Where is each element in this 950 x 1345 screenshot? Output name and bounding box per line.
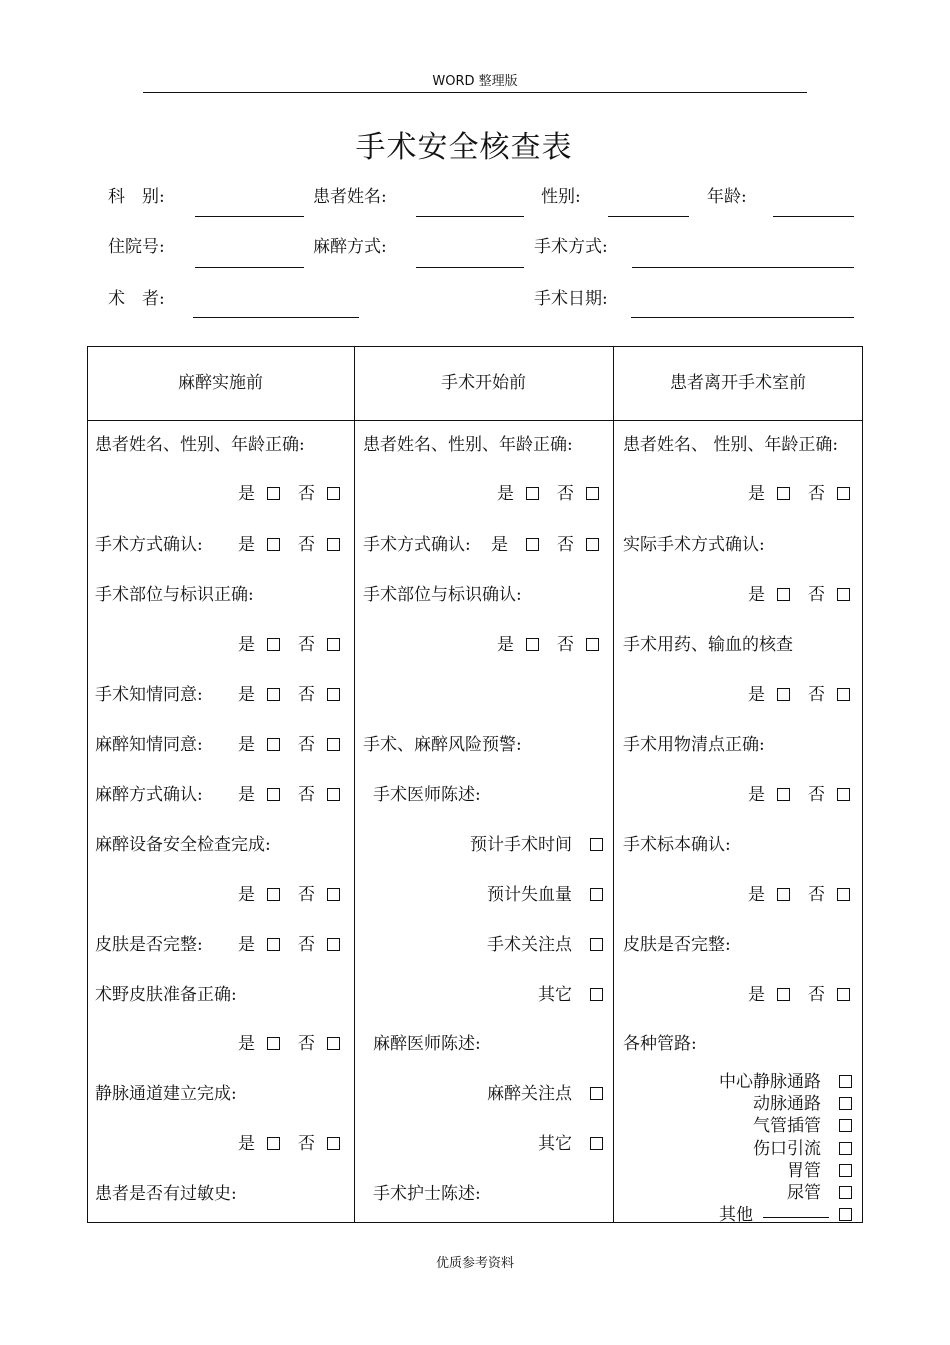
tube-checkbox[interactable] (839, 1119, 852, 1132)
no-checkbox[interactable] (837, 788, 850, 801)
c1-skin-intact-label: 皮肤是否完整: (95, 935, 203, 955)
no-label: 否 (298, 484, 315, 504)
dept-field[interactable] (195, 216, 304, 217)
no-label: 否 (808, 685, 825, 705)
c3-items-count-label: 手术用物清点正确: (623, 735, 765, 755)
page-header: WORD 整理版 (432, 74, 518, 89)
tube-item-gastric (787, 1161, 852, 1181)
no-label: 否 (808, 885, 825, 905)
c2-anesthetist-statement-label: 麻醉医师陈述: (373, 1034, 481, 1054)
c3-patient-check-yn (748, 484, 850, 504)
yes-checkbox[interactable] (267, 888, 280, 901)
est-time-label: 预计手术时间 (470, 835, 572, 855)
yes-checkbox[interactable] (267, 1037, 280, 1050)
column-header-before-leaving: 患者离开手术室前 (670, 373, 806, 393)
c1-anesthesia-method-label: 麻醉方式确认: (95, 785, 203, 805)
no-label: 否 (298, 535, 315, 555)
age-label: 年龄: (707, 187, 747, 207)
yes-label: 是 (748, 585, 765, 605)
c1-surgery-method-yn (238, 535, 340, 555)
c2-anesthesia-focus-item (487, 1084, 603, 1104)
no-checkbox[interactable] (586, 487, 599, 500)
column-header-before-anesthesia: 麻醉实施前 (178, 373, 263, 393)
yes-label: 是 (491, 535, 508, 555)
no-checkbox[interactable] (327, 888, 340, 901)
tube-item-central-venous (719, 1072, 852, 1092)
tube-label: 伤口引流 (753, 1139, 821, 1159)
no-label: 否 (298, 935, 315, 955)
yes-label: 是 (748, 785, 765, 805)
c3-skin-intact-yn (748, 985, 850, 1005)
yes-label: 是 (497, 635, 514, 655)
yes-checkbox[interactable] (777, 888, 790, 901)
c1-site-mark-yn (238, 635, 340, 655)
surgeon-field[interactable] (193, 317, 359, 318)
sex-field[interactable] (608, 216, 689, 217)
no-label: 否 (298, 785, 315, 805)
patient-name-label: 患者姓名: (313, 187, 387, 207)
tube-label: 气管插管 (753, 1116, 821, 1136)
c2-est-blood-loss-item (487, 885, 603, 905)
c1-anesthesia-consent-label: 麻醉知情同意: (95, 735, 203, 755)
anesthesia-method-field[interactable] (416, 267, 524, 268)
yes-label: 是 (238, 1034, 255, 1054)
c1-anesthesia-consent-yn (238, 735, 340, 755)
tube-label: 尿管 (787, 1183, 821, 1203)
c3-skin-intact-label: 皮肤是否完整: (623, 935, 731, 955)
c3-patient-check-label: 患者姓名、 性别、年龄正确: (623, 435, 839, 455)
no-label: 否 (298, 885, 315, 905)
c1-equipment-check-label: 麻醉设备安全检查完成: (95, 835, 271, 855)
anesthesia-method-label: 麻醉方式: (313, 237, 387, 257)
c1-patient-check-label: 患者姓名、性别、年龄正确: (95, 435, 305, 455)
no-label: 否 (298, 1034, 315, 1054)
header-divider (87, 420, 863, 421)
tube-label: 动脉通路 (753, 1094, 821, 1114)
other1-checkbox[interactable] (590, 988, 603, 1001)
no-checkbox[interactable] (327, 1137, 340, 1150)
c2-surgery-focus-item (487, 935, 603, 955)
no-label: 否 (808, 585, 825, 605)
dept-label: 科 别: (108, 187, 165, 207)
c1-patient-check-yn (238, 484, 340, 504)
inpatient-no-label: 住院号: (108, 237, 165, 257)
column-header-before-surgery: 手术开始前 (441, 373, 526, 393)
c3-specimen-yn (748, 885, 850, 905)
c2-nurse-statement-label: 手术护士陈述: (373, 1184, 481, 1204)
age-field[interactable] (773, 216, 854, 217)
c3-tubes-label: 各种管路: (623, 1034, 697, 1054)
header-rule (143, 92, 807, 93)
c3-items-count-yn (748, 785, 850, 805)
no-checkbox[interactable] (586, 538, 599, 551)
yes-checkbox[interactable] (526, 487, 539, 500)
yes-label: 是 (748, 885, 765, 905)
c3-actual-method-label: 实际手术方式确认: (623, 535, 765, 555)
no-checkbox[interactable] (837, 988, 850, 1001)
yes-checkbox[interactable] (267, 1137, 280, 1150)
yes-label: 是 (497, 484, 514, 504)
no-label: 否 (557, 484, 574, 504)
surgery-method-label: 手术方式: (534, 237, 608, 257)
yes-label: 是 (238, 685, 255, 705)
est-blood-loss-checkbox[interactable] (590, 888, 603, 901)
yes-label: 是 (748, 685, 765, 705)
yes-label: 是 (238, 1134, 255, 1154)
yes-label: 是 (238, 935, 255, 955)
tube-checkbox[interactable] (839, 1164, 852, 1177)
c1-anesthesia-method-yn (238, 785, 340, 805)
no-checkbox[interactable] (327, 688, 340, 701)
c1-equipment-check-yn (238, 885, 340, 905)
yes-checkbox[interactable] (777, 788, 790, 801)
tube-checkbox[interactable] (839, 1142, 852, 1155)
c3-actual-method-yn (748, 585, 850, 605)
yes-label: 是 (238, 785, 255, 805)
no-checkbox[interactable] (837, 688, 850, 701)
yes-checkbox[interactable] (777, 988, 790, 1001)
other1-label: 其它 (538, 985, 572, 1005)
tube-other-checkbox[interactable] (839, 1208, 852, 1221)
surgery-focus-checkbox[interactable] (590, 938, 603, 951)
c2-other1-item (538, 985, 603, 1005)
tube-label: 胃管 (787, 1161, 821, 1181)
yes-checkbox[interactable] (777, 688, 790, 701)
no-checkbox[interactable] (327, 788, 340, 801)
c2-surgeon-statement-label: 手术医师陈述: (373, 785, 481, 805)
c1-skin-prep-yn (238, 1034, 340, 1054)
tube-item-urinary (787, 1183, 852, 1203)
surgery-date-label: 手术日期: (534, 289, 608, 309)
tube-checkbox[interactable] (839, 1186, 852, 1199)
no-checkbox[interactable] (327, 1037, 340, 1050)
c1-iv-access-label: 静脉通道建立完成: (95, 1084, 237, 1104)
no-label: 否 (298, 685, 315, 705)
est-blood-loss-label: 预计失血量 (487, 885, 572, 905)
surgery-focus-label: 手术关注点 (487, 935, 572, 955)
no-checkbox[interactable] (586, 638, 599, 651)
no-checkbox[interactable] (327, 538, 340, 551)
c2-est-time-item (470, 835, 603, 855)
yes-checkbox[interactable] (267, 638, 280, 651)
c1-skin-intact-yn (238, 935, 340, 955)
c2-surgery-method-yn (491, 535, 599, 555)
no-checkbox[interactable] (837, 888, 850, 901)
no-label: 否 (298, 1134, 315, 1154)
c1-iv-access-yn (238, 1134, 340, 1154)
yes-label: 是 (748, 985, 765, 1005)
other2-checkbox[interactable] (590, 1137, 603, 1150)
c2-other2-item (538, 1134, 603, 1154)
c1-skin-prep-label: 术野皮肤准备正确: (95, 985, 237, 1005)
c2-patient-check-label: 患者姓名、性别、年龄正确: (363, 435, 573, 455)
surgeon-label: 术 者: (108, 289, 165, 309)
c1-surgery-consent-yn (238, 685, 340, 705)
c2-surgery-method-label: 手术方式确认: (363, 535, 471, 555)
c2-site-mark-yn (497, 635, 599, 655)
c3-drug-blood-check-yn (748, 685, 850, 705)
yes-checkbox[interactable] (526, 638, 539, 651)
no-label: 否 (808, 484, 825, 504)
est-time-checkbox[interactable] (590, 838, 603, 851)
no-checkbox[interactable] (837, 487, 850, 500)
col-divider-2 (613, 346, 614, 1223)
tube-item-endotracheal (753, 1116, 852, 1136)
c3-drug-blood-check-label: 手术用药、输血的核查 (623, 635, 793, 655)
yes-checkbox[interactable] (267, 738, 280, 751)
c3-specimen-label: 手术标本确认: (623, 835, 731, 855)
c1-site-mark-label: 手术部位与标识正确: (95, 585, 254, 605)
yes-checkbox[interactable] (267, 487, 280, 500)
yes-label: 是 (748, 484, 765, 504)
no-checkbox[interactable] (327, 638, 340, 651)
no-checkbox[interactable] (837, 588, 850, 601)
yes-label: 是 (238, 535, 255, 555)
c1-allergy-label: 患者是否有过敏史: (95, 1184, 237, 1204)
c2-risk-warning-label: 手术、麻醉风险预警: (363, 735, 522, 755)
yes-checkbox[interactable] (267, 688, 280, 701)
tube-other-label: 其他 (719, 1205, 753, 1225)
yes-checkbox[interactable] (777, 487, 790, 500)
yes-checkbox[interactable] (267, 788, 280, 801)
patient-name-field[interactable] (416, 216, 524, 217)
no-label: 否 (808, 985, 825, 1005)
no-label: 否 (557, 535, 574, 555)
tube-other-field[interactable] (763, 1217, 829, 1218)
page-title: 手术安全核查表 (355, 130, 573, 165)
no-checkbox[interactable] (327, 738, 340, 751)
yes-label: 是 (238, 484, 255, 504)
yes-label: 是 (238, 735, 255, 755)
col-divider-1 (354, 346, 355, 1223)
no-checkbox[interactable] (327, 938, 340, 951)
tube-checkbox[interactable] (839, 1097, 852, 1110)
no-label: 否 (557, 635, 574, 655)
yes-checkbox[interactable] (526, 538, 539, 551)
yes-checkbox[interactable] (267, 538, 280, 551)
c2-patient-check-yn (497, 484, 599, 504)
anesthesia-focus-checkbox[interactable] (590, 1087, 603, 1100)
other2-label: 其它 (538, 1134, 572, 1154)
anesthesia-focus-label: 麻醉关注点 (487, 1084, 572, 1104)
c1-surgery-method-label: 手术方式确认: (95, 535, 203, 555)
tube-item-other (719, 1205, 852, 1225)
tube-label: 中心静脉通路 (719, 1072, 821, 1092)
c1-surgery-consent-label: 手术知情同意: (95, 685, 203, 705)
surgery-date-field[interactable] (631, 317, 854, 318)
no-checkbox[interactable] (327, 487, 340, 500)
yes-label: 是 (238, 635, 255, 655)
no-label: 否 (298, 635, 315, 655)
yes-label: 是 (238, 885, 255, 905)
yes-checkbox[interactable] (777, 588, 790, 601)
c2-site-mark-label: 手术部位与标识确认: (363, 585, 522, 605)
inpatient-no-field[interactable] (195, 267, 304, 268)
surgery-method-field[interactable] (632, 267, 854, 268)
page-footer: 优质参考资料 (435, 1256, 514, 1271)
no-label: 否 (808, 785, 825, 805)
yes-checkbox[interactable] (267, 938, 280, 951)
tube-item-arterial (753, 1094, 852, 1114)
sex-label: 性别: (541, 187, 581, 207)
tube-checkbox[interactable] (839, 1075, 852, 1088)
tube-item-wound-drain (753, 1139, 852, 1159)
no-label: 否 (298, 735, 315, 755)
